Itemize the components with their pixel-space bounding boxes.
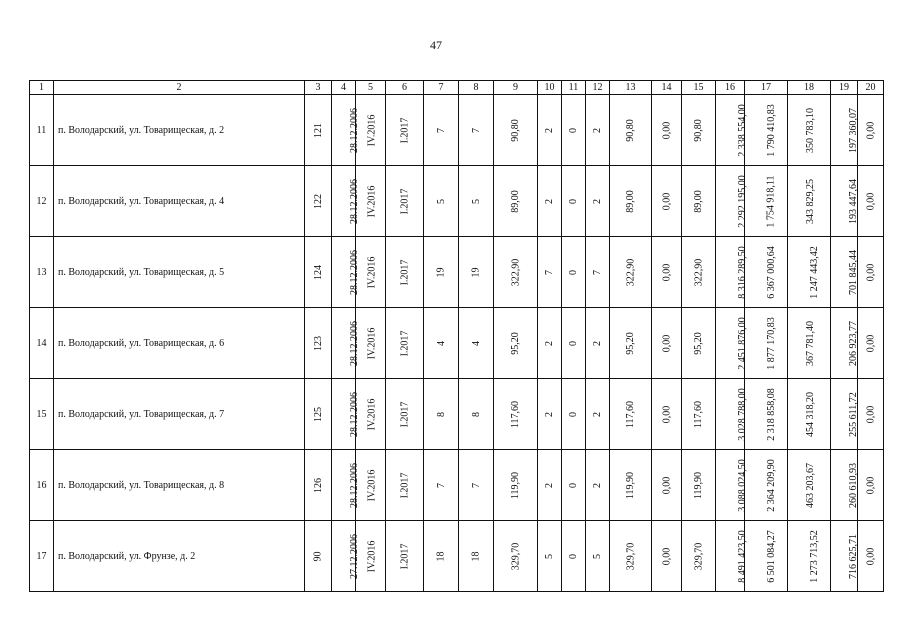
table-cell [494, 95, 538, 166]
table-cell [858, 379, 884, 450]
address-cell: п. Володарский, ул. Товарищеская, д. 8 [54, 450, 305, 521]
table-cell [356, 237, 386, 308]
table-cell [586, 95, 610, 166]
cell-value: 28.12.2006 [349, 320, 360, 366]
cell-value: 0,00 [865, 547, 876, 565]
table-cell [562, 308, 586, 379]
table-cell [858, 166, 884, 237]
table-cell [332, 521, 360, 592]
table-cell [494, 379, 538, 450]
table-cell [586, 521, 610, 592]
cell-value: 8 491 423,50 [736, 529, 748, 583]
cell-value: 117,60 [509, 400, 521, 428]
cell-value: 4 [435, 340, 447, 346]
table-cell [831, 450, 858, 521]
table-cell [586, 308, 610, 379]
cell-value: 0,00 [865, 121, 876, 139]
table-cell [682, 95, 716, 166]
cell-value: 28.12.2006 [349, 107, 360, 153]
table-cell [652, 95, 682, 166]
table-cell [538, 379, 562, 450]
cell-value: 126 [312, 477, 324, 493]
cell-value: 2 [592, 340, 603, 346]
cell-value: 7 [470, 482, 482, 488]
cell-value: 0,00 [661, 334, 672, 352]
table-cell [610, 237, 652, 308]
table-cell [459, 95, 494, 166]
cell-value: 89,00 [510, 189, 521, 213]
table-cell [788, 379, 831, 450]
column-number-cell: 7 [424, 81, 459, 95]
table-cell [682, 308, 716, 379]
cell-value: 89,00 [693, 189, 704, 213]
table-row [30, 95, 884, 166]
cell-value: 367 781,40 [805, 320, 816, 366]
table-cell [459, 379, 494, 450]
cell-value: 1 877 170,83 [765, 316, 777, 370]
cell-value: 2 [544, 127, 555, 133]
column-number-cell: 6 [386, 81, 424, 95]
cell-value: 5 [470, 198, 482, 204]
table-cell [610, 521, 652, 592]
cell-value: 0,00 [661, 192, 672, 210]
cell-value: 260 610,93 [848, 462, 859, 508]
table-cell [538, 237, 562, 308]
table-row [30, 237, 884, 308]
cell-value: 0,00 [865, 263, 876, 281]
cell-value: I.2017 [399, 401, 410, 427]
table-cell [652, 379, 682, 450]
table-cell [716, 95, 748, 166]
table-cell [459, 450, 494, 521]
table-cell [424, 166, 459, 237]
table-cell [586, 379, 610, 450]
table-cell [494, 308, 538, 379]
table-cell [386, 450, 424, 521]
cell-value: IV.2016 [366, 114, 378, 146]
cell-value: 206 923,77 [848, 320, 859, 366]
table-row [30, 166, 884, 237]
table-cell [494, 450, 538, 521]
column-number-cell: 16 [716, 81, 745, 95]
cell-value: I.2017 [399, 543, 410, 569]
cell-value: 6 367 000,64 [765, 245, 777, 299]
table-cell [305, 95, 332, 166]
table-cell [332, 237, 360, 308]
cell-value: 7 [435, 127, 447, 133]
table-cell [538, 95, 562, 166]
column-number-cell: 19 [831, 81, 858, 95]
cell-value: IV.2016 [366, 398, 378, 430]
table-cell [562, 521, 586, 592]
column-number-cell: 14 [652, 81, 682, 95]
table-cell [788, 166, 831, 237]
cell-value: 197 360,07 [848, 107, 859, 153]
cell-value: 0 [568, 269, 579, 275]
table-cell [459, 521, 494, 592]
cell-value: 329,70 [693, 542, 704, 570]
row-number-cell: 15 [30, 379, 54, 450]
column-number-cell: 15 [682, 81, 716, 95]
column-number-cell: 8 [459, 81, 494, 95]
column-number-cell: 2 [54, 81, 305, 95]
cell-value: 3 028 788,00 [736, 387, 748, 441]
table-cell [858, 521, 884, 592]
table-cell [610, 379, 652, 450]
table-cell [610, 95, 652, 166]
cell-value: 0 [568, 553, 579, 559]
table-cell [610, 166, 652, 237]
table-cell [652, 521, 682, 592]
cell-value: IV.2016 [366, 469, 378, 501]
cell-value: 90,80 [693, 118, 704, 142]
cell-value: IV.2016 [366, 540, 378, 572]
cell-value: I.2017 [399, 117, 410, 143]
register-table [29, 80, 884, 592]
cell-value: 0,00 [661, 476, 672, 494]
table-cell [538, 166, 562, 237]
cell-value: 0,00 [661, 121, 672, 139]
cell-value: 0 [568, 127, 579, 133]
table-cell [652, 308, 682, 379]
cell-value: 2 451 876,00 [736, 316, 748, 370]
cell-value: 350 783,10 [805, 107, 816, 153]
table-cell [652, 450, 682, 521]
column-number-cell: 17 [745, 81, 788, 95]
address-cell: п. Володарский, ул. Товарищеская, д. 5 [54, 237, 305, 308]
cell-value: 329,70 [625, 542, 636, 570]
cell-value: 2 [592, 482, 603, 488]
address-cell: п. Володарский, ул. Товарищеская, д. 4 [54, 166, 305, 237]
table-cell [332, 379, 360, 450]
table-cell [305, 450, 332, 521]
cell-value: 2 338 554,00 [736, 103, 748, 157]
cell-value: 3 088 024,50 [736, 458, 748, 512]
table-cell [788, 521, 831, 592]
cell-value: 322,90 [510, 258, 521, 286]
cell-value: 2 [544, 411, 555, 417]
table-row [30, 308, 884, 379]
table-cell [424, 450, 459, 521]
cell-value: 28.12.2006 [349, 391, 360, 437]
table-cell [424, 95, 459, 166]
table-cell [356, 379, 386, 450]
table-cell [716, 379, 748, 450]
table-cell [356, 166, 386, 237]
cell-value: 2 [544, 482, 555, 488]
table-cell [682, 166, 716, 237]
table-cell [858, 237, 884, 308]
cell-value: 125 [312, 406, 324, 422]
cell-value: 121 [312, 122, 324, 138]
table-cell [424, 308, 459, 379]
table-cell [745, 308, 788, 379]
address-cell: п. Володарский, ул. Товарищеская, д. 7 [54, 379, 305, 450]
table-row [30, 521, 884, 592]
table-cell [386, 237, 424, 308]
column-number-cell: 5 [356, 81, 386, 95]
cell-value: 0,00 [661, 263, 672, 281]
table-cell [494, 521, 538, 592]
table-cell [386, 308, 424, 379]
table-cell [562, 166, 586, 237]
table-cell [682, 521, 716, 592]
cell-value: 7 [470, 127, 482, 133]
column-number-cell: 18 [788, 81, 831, 95]
table-cell [652, 237, 682, 308]
table-cell [745, 379, 788, 450]
cell-value: 0 [568, 340, 579, 346]
cell-value: 6 501 084,27 [765, 529, 777, 583]
table-cell [386, 166, 424, 237]
table-cell [424, 237, 459, 308]
table-cell [788, 308, 831, 379]
row-number-cell: 16 [30, 450, 54, 521]
table-cell [586, 166, 610, 237]
table-cell [562, 95, 586, 166]
column-number-header-row [30, 81, 884, 95]
cell-value: 0,00 [661, 405, 672, 423]
cell-value: 2 318 858,08 [765, 387, 777, 441]
cell-value: 5 [435, 198, 447, 204]
column-number-cell: 11 [562, 81, 586, 95]
table-row [30, 379, 884, 450]
cell-value: 90 [312, 551, 324, 561]
cell-value: I.2017 [399, 259, 410, 285]
table-cell [459, 166, 494, 237]
cell-value: 28.12.2006 [349, 462, 360, 508]
table-cell [652, 166, 682, 237]
row-number-cell: 11 [30, 95, 54, 166]
cell-value: 8 316 289,50 [736, 245, 748, 299]
table-cell [831, 379, 858, 450]
table-cell [682, 379, 716, 450]
cell-value: 2 364 209,90 [765, 458, 777, 512]
cell-value: 95,20 [693, 331, 704, 355]
table-cell [562, 379, 586, 450]
table-cell [858, 95, 884, 166]
cell-value: 119,90 [509, 471, 521, 499]
row-number-cell: 14 [30, 308, 54, 379]
cell-value: I.2017 [399, 330, 410, 356]
cell-value: 2 [544, 198, 555, 204]
cell-value: 19 [470, 267, 482, 277]
cell-value: 28.12.2006 [349, 178, 360, 224]
cell-value: 716 625,71 [848, 533, 859, 579]
cell-value: 2 [592, 411, 603, 417]
address-cell: п. Володарский, ул. Товарищеская, д. 6 [54, 308, 305, 379]
table-row [30, 450, 884, 521]
table-cell [459, 237, 494, 308]
cell-value: 701 845,44 [848, 249, 859, 295]
cell-value: 463 203,67 [805, 462, 816, 508]
cell-value: I.2017 [399, 472, 410, 498]
table-cell [586, 237, 610, 308]
cell-value: 1 247 443,42 [808, 245, 820, 299]
table-cell [386, 379, 424, 450]
cell-value: 5 [592, 553, 603, 559]
cell-value: 7 [435, 482, 447, 488]
cell-value: 90,80 [510, 118, 521, 142]
cell-value: 322,90 [693, 258, 704, 286]
cell-value: 343 829,25 [805, 178, 816, 224]
column-number-cell: 13 [610, 81, 652, 95]
column-number-cell: 4 [332, 81, 356, 95]
table-cell [682, 237, 716, 308]
cell-value: 18 [435, 551, 447, 561]
cell-value: 117,60 [692, 400, 704, 428]
cell-value: 0,00 [661, 547, 672, 565]
column-number-cell: 3 [305, 81, 332, 95]
cell-value: 2 292 195,00 [736, 174, 748, 228]
cell-value: 2 [592, 198, 603, 204]
table-cell [305, 521, 332, 592]
cell-value: 19 [435, 267, 447, 277]
table-cell [831, 166, 858, 237]
cell-value: 18 [470, 551, 482, 561]
cell-value: IV.2016 [366, 256, 378, 288]
cell-value: 7 [592, 269, 603, 275]
table-cell [305, 379, 332, 450]
cell-value: 1 273 713,52 [808, 529, 820, 583]
cell-value: IV.2016 [366, 185, 378, 217]
cell-value: 322,90 [625, 258, 636, 286]
table-cell [356, 95, 386, 166]
cell-value: 8 [435, 411, 447, 417]
table-cell [858, 308, 884, 379]
cell-value: 0 [568, 482, 579, 488]
table-cell [332, 95, 360, 166]
table-cell [745, 521, 788, 592]
column-number-cell: 9 [494, 81, 538, 95]
column-number-cell: 20 [858, 81, 884, 95]
row-number-cell: 12 [30, 166, 54, 237]
table-cell [424, 521, 459, 592]
table-cell [356, 450, 386, 521]
table-cell [610, 308, 652, 379]
cell-value: 124 [312, 264, 324, 280]
table-cell [716, 450, 748, 521]
table-cell [716, 166, 748, 237]
cell-value: 255 611,72 [847, 391, 859, 437]
cell-value: 119,90 [624, 471, 636, 499]
table-cell [332, 450, 360, 521]
table-cell [788, 450, 831, 521]
table-cell [562, 237, 586, 308]
table-cell [332, 308, 360, 379]
cell-value: 0 [568, 411, 579, 417]
cell-value: 0,00 [865, 334, 876, 352]
table-cell [562, 450, 586, 521]
table-cell [538, 308, 562, 379]
table-cell [356, 308, 386, 379]
table-cell [538, 450, 562, 521]
cell-value: 27.12.2006 [349, 533, 360, 579]
table-cell [858, 450, 884, 521]
table-cell [831, 237, 858, 308]
table-cell [494, 166, 538, 237]
cell-value: 123 [312, 335, 324, 351]
cell-value: 8 [470, 411, 482, 417]
table-cell [716, 237, 748, 308]
cell-value: 7 [544, 269, 555, 275]
address-cell: п. Володарский, ул. Товарищеская, д. 2 [54, 95, 305, 166]
table-cell [305, 166, 332, 237]
table-cell [356, 521, 386, 592]
cell-value: 95,20 [625, 331, 636, 355]
table-cell [332, 166, 360, 237]
table-cell [386, 521, 424, 592]
table-cell [716, 308, 748, 379]
table-cell [831, 308, 858, 379]
cell-value: 193 447,64 [848, 178, 859, 224]
table-cell [788, 95, 831, 166]
table-cell [305, 237, 332, 308]
cell-value: 90,80 [625, 118, 636, 142]
address-cell: п. Володарский, ул. Фрунзе, д. 2 [54, 521, 305, 592]
cell-value: 89,00 [625, 189, 636, 213]
cell-value: 2 [592, 127, 603, 133]
table-cell [831, 95, 858, 166]
cell-value: 1 790 410,83 [765, 103, 777, 157]
table-cell [831, 521, 858, 592]
cell-value: 0 [568, 198, 579, 204]
table-cell [745, 450, 788, 521]
cell-value: 5 [544, 553, 555, 559]
cell-value: 0,00 [865, 192, 876, 210]
table-cell [494, 237, 538, 308]
table-cell [305, 308, 332, 379]
column-number-cell: 1 [30, 81, 54, 95]
cell-value: 454 318,20 [805, 391, 816, 437]
column-number-cell: 10 [538, 81, 562, 95]
cell-value: 4 [470, 340, 482, 346]
table-cell [424, 379, 459, 450]
cell-value: 122 [312, 193, 324, 209]
column-number-cell: 12 [586, 81, 610, 95]
page-number: 47 [430, 38, 442, 52]
cell-value: 0,00 [865, 476, 876, 494]
table-cell [586, 450, 610, 521]
cell-value: 329,70 [510, 542, 521, 570]
cell-value: I.2017 [399, 188, 410, 214]
table-cell [459, 308, 494, 379]
row-number-cell: 17 [30, 521, 54, 592]
table-cell [386, 95, 424, 166]
table-cell [745, 237, 788, 308]
cell-value: 1 754 918,11 [765, 174, 777, 228]
table-cell [745, 166, 788, 237]
cell-value: 0,00 [865, 405, 876, 423]
table-cell [716, 521, 748, 592]
cell-value: IV.2016 [366, 327, 378, 359]
table-cell [682, 450, 716, 521]
table-cell [788, 237, 831, 308]
cell-value: 117,60 [624, 400, 636, 428]
table-cell [610, 450, 652, 521]
cell-value: 119,90 [692, 471, 704, 499]
table-cell [538, 521, 562, 592]
cell-value: 95,20 [510, 331, 521, 355]
cell-value: 28.12.2006 [349, 249, 360, 295]
table-cell [745, 95, 788, 166]
cell-value: 2 [544, 340, 555, 346]
row-number-cell: 13 [30, 237, 54, 308]
